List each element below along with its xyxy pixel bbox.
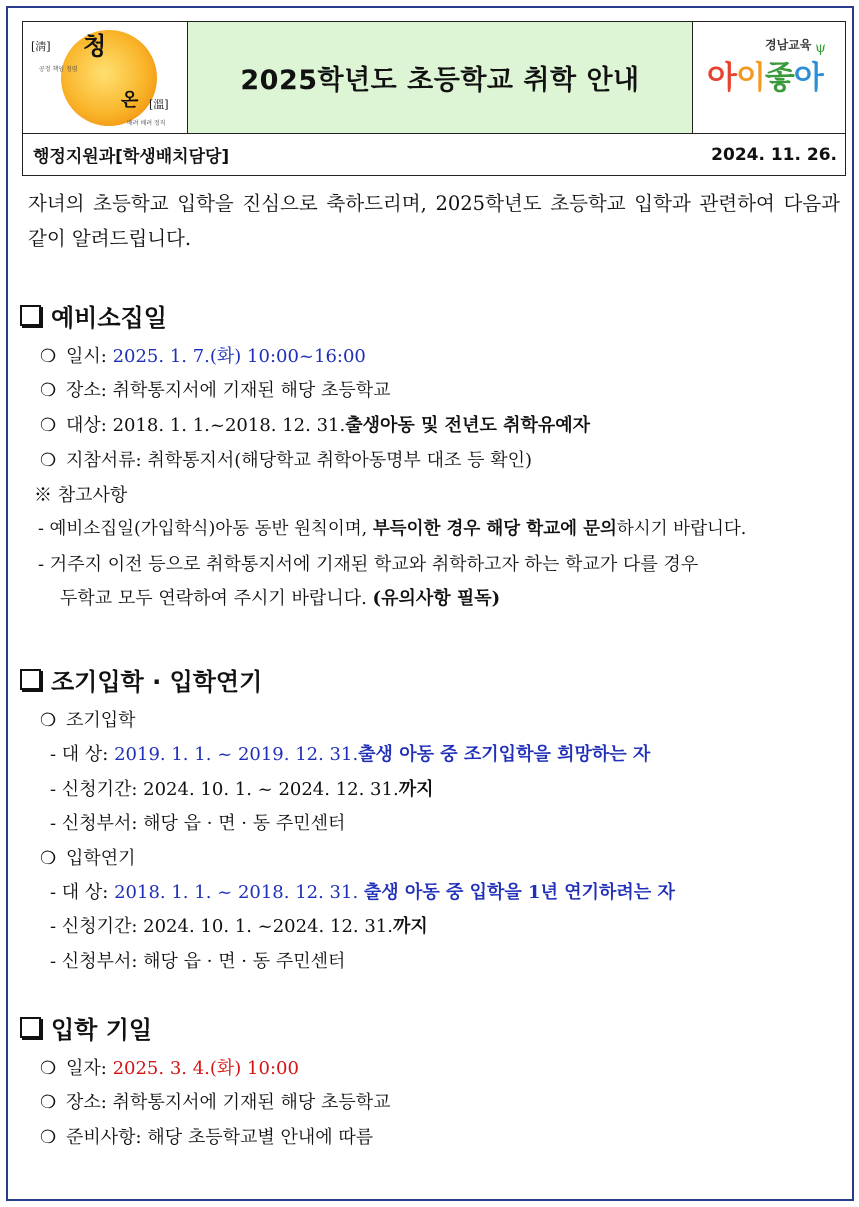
text: 두학교 모두 연락하여 주시기 바랍니다. — [60, 588, 373, 609]
circle-bullet-icon: ❍ — [40, 1058, 57, 1079]
circle-bullet-icon: ❍ — [40, 1127, 57, 1148]
section-heading-entrance-date — [20, 1010, 152, 1045]
text-end: 하시기 바랍니다. — [616, 519, 747, 539]
logo-motto-top: 공정 책임 청렴 — [39, 66, 78, 73]
text-bold: (유의사항 필독) — [372, 588, 501, 609]
label: 대상: — [66, 415, 113, 436]
defer-period — [50, 912, 428, 938]
section-title: 예비소집일 — [51, 304, 167, 332]
value-bold: 출생 아동 중 조기입학을 희망하는 자 — [358, 744, 651, 765]
label: - 신청기간: — [50, 916, 144, 937]
list-item-place — [40, 376, 391, 402]
brand-char-2: 이 — [735, 60, 765, 96]
sun-icon — [61, 30, 157, 126]
list-item-date — [40, 342, 366, 368]
early-office: - 신청부서: 해당 읍 · 면 · 동 주민센터 — [50, 813, 346, 834]
value: 2018. 1. 1.~2018. 12. 31. — [112, 415, 346, 436]
section-title: 조기입학 · 입학연기 — [51, 668, 263, 696]
issue-date: 2024. 11. 26. — [711, 144, 837, 165]
brand-char-4: 아 — [793, 60, 823, 96]
circle-bullet-icon: ❍ — [40, 710, 57, 731]
circle-bullet-icon: ❍ — [40, 450, 57, 471]
brand-subtitle: 경남교육 — [765, 38, 812, 52]
section-heading-early-deferred — [20, 662, 262, 697]
defer-office: - 신청부서: 해당 읍 · 면 · 동 주민센터 — [50, 951, 346, 972]
list-item-defer — [40, 844, 136, 870]
logo-char-3: 온 — [121, 90, 139, 111]
circle-bullet-icon: ❍ — [40, 380, 57, 401]
list-item-preparation — [40, 1123, 373, 1149]
brand-char-3: 좋 — [764, 60, 794, 96]
text: 입학연기 — [66, 848, 136, 869]
value: 2019. 1. 1. ~ 2019. 12. 31. — [114, 744, 359, 765]
label: 일자: — [66, 1058, 113, 1079]
list-item-early — [40, 706, 136, 732]
circle-bullet-icon: ❍ — [40, 415, 57, 436]
sub-header — [22, 134, 846, 176]
value: 2024. 10. 1. ~ 2024. 12. 31. — [143, 779, 399, 800]
note-2-cont — [60, 584, 500, 610]
sprout-icon: ψ — [815, 40, 826, 56]
value: 2024. 10. 1. ~2024. 12. 31. — [143, 916, 393, 937]
gyeongnam-edu-logo — [693, 22, 845, 133]
text-bold: 부득이한 경우 해당 학교에 문의 — [372, 519, 617, 539]
logo-char-2: 청 — [83, 31, 107, 60]
early-target — [50, 740, 650, 766]
logo-motto-bottom: 배려 배려 정직 — [127, 120, 166, 127]
checkbox-square-icon — [20, 1017, 41, 1038]
circle-bullet-icon: ❍ — [40, 346, 57, 367]
value: 2025. 3. 4.(화) 10:00 — [112, 1058, 299, 1079]
department: 행정지원과[학생배치담당] — [33, 147, 230, 167]
value-bold: 출생아동 및 전년도 취학유예자 — [345, 415, 591, 436]
value-bold: 까지 — [398, 779, 434, 800]
value-bold: 출생 아동 중 입학을 1년 연기하려는 자 — [363, 882, 675, 903]
list-item-entrance-date — [40, 1054, 299, 1080]
checkbox-square-icon — [20, 669, 41, 690]
circle-bullet-icon: ❍ — [40, 848, 57, 869]
checkbox-square-icon — [20, 305, 41, 326]
text: 조기입학 — [66, 710, 136, 731]
brand-char-1: 아 — [707, 60, 736, 96]
text: 지참서류: 취학통지서(해당학교 취학아동명부 대조 등 확인) — [66, 450, 533, 471]
label: - 신청기간: — [50, 779, 144, 800]
value: 2018. 1. 1. ~ 2018. 12. 31. — [114, 882, 364, 903]
logo-char-4: [溫] — [149, 98, 169, 111]
page-title: 2025학년도 초등학교 취학 안내 — [240, 65, 640, 96]
brand-wordmark — [707, 52, 823, 97]
note-1 — [38, 515, 746, 540]
cheongon-logo — [23, 22, 188, 133]
label: - 대 상: — [50, 744, 115, 765]
document-header — [22, 21, 846, 134]
logo-char-1: [淸] — [31, 40, 51, 53]
section-title: 입학 기일 — [51, 1016, 153, 1044]
defer-target — [50, 878, 675, 904]
list-item-target — [40, 411, 590, 437]
title-box — [188, 22, 693, 133]
text: 장소: 취학통지서에 기재된 해당 초등학교 — [66, 1092, 391, 1113]
value-bold: 까지 — [392, 916, 428, 937]
list-item-documents — [40, 446, 532, 472]
note-2: - 거주지 이전 등으로 취학통지서에 기재된 학교와 취학하고자 하는 학교가 다를 경우 — [38, 554, 699, 575]
text: - 예비소집일(가입학식)아동 동반 원칙이며, — [38, 519, 373, 539]
notes-heading: ※ 참고사항 — [34, 485, 128, 506]
intro-paragraph: 자녀의 초등학교 입학을 진심으로 축하드리며, 2025학년도 초등학교 입학과 관련하여 다음과 같이 알려드립니다. — [28, 192, 840, 250]
value: 2025. 1. 7.(화) 10:00~16:00 — [112, 346, 366, 367]
text: 장소: 취학통지서에 기재된 해당 초등학교 — [66, 380, 391, 401]
list-item-entrance-place — [40, 1088, 391, 1114]
circle-bullet-icon: ❍ — [40, 1092, 57, 1113]
label: 일시: — [66, 346, 113, 367]
early-period — [50, 775, 433, 801]
label: - 대 상: — [50, 882, 115, 903]
section-heading-preliminary — [20, 298, 167, 333]
text: 준비사항: 해당 초등학교별 안내에 따름 — [66, 1127, 374, 1148]
